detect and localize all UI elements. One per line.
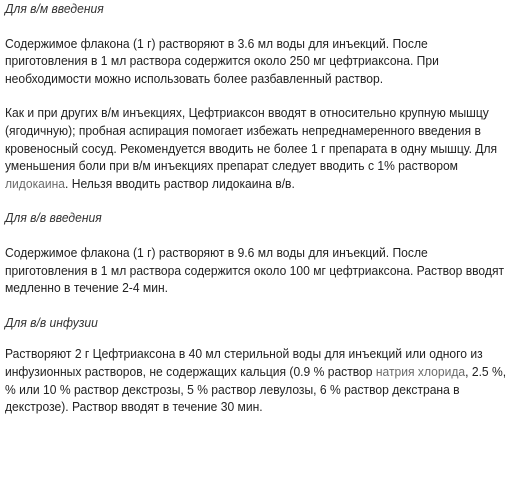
paragraph-im-dilution xyxy=(5,35,489,88)
text-line: Как и при других в/м инъекциях, Цефтриаксон вводят в относительно крупную мышцу xyxy=(5,105,489,121)
text-fragment: , 2.5 %, xyxy=(465,363,506,379)
text-line: Содержимое флакона (1 г) растворяют в 3.6 мл воды для инъекций. После xyxy=(5,35,428,51)
section-heading-iv: Для в/в введения xyxy=(5,210,102,226)
text-line: % или 10 % раствор декстрозы, 5 % раствор левулозы, 6 % раствор декстрана в xyxy=(5,381,460,397)
text-line: декстрозе). Раствор вводят в течение 30 мин. xyxy=(5,399,263,415)
paragraph-iv-dilution xyxy=(5,244,505,297)
text-line: медленно в течение 2-4 мин. xyxy=(5,280,169,296)
section-heading-im: Для в/м введения xyxy=(5,1,104,16)
instructions-document xyxy=(5,0,506,416)
text-line: (ягодичную); пробная аспирация помогает избежать непреднамеренного введения в xyxy=(5,122,481,138)
text-line: необходимости можно использовать более разбавленный раствор. xyxy=(5,70,384,86)
paragraph-im-injection xyxy=(5,104,498,192)
paragraph-infusion xyxy=(5,345,506,415)
text-fragment: инфузионных растворов, не содержащих кальция (0.9 % раствор xyxy=(5,363,376,379)
text-line: приготовления в 1 мл раствора содержится около 250 мг цефтриаксона. При xyxy=(5,53,439,69)
text-line xyxy=(5,175,489,193)
section-heading-infusion: Для в/в инфузии xyxy=(5,314,98,330)
lidocaine-link[interactable]: лидокаина xyxy=(5,175,66,191)
text-line: Растворяют 2 г Цефтриаксона в 40 мл стерильной воды для инъекций или одного из xyxy=(5,346,483,362)
text-line xyxy=(5,363,506,381)
text-line: Содержимое флакона (1 г) растворяют в 9.6 мл воды для инъекций. После xyxy=(5,244,428,260)
sodium-chloride-link[interactable]: натрия хлорида xyxy=(375,363,466,379)
text-line: уменьшения боли при в/м инъекциях препарат следует вводить с 1% раствором xyxy=(5,158,458,174)
text-line: приготовления в 1 мл раствора содержится около 100 мг цефтриаксона. Раствор вводят xyxy=(5,262,505,278)
text-fragment: . Нельзя вводить раствор лидокаина в/в. xyxy=(65,175,295,191)
text-line: кровеносный сосуд. Рекомендуется вводить не более 1 г препарата в одну мышцу. Для xyxy=(5,140,498,156)
